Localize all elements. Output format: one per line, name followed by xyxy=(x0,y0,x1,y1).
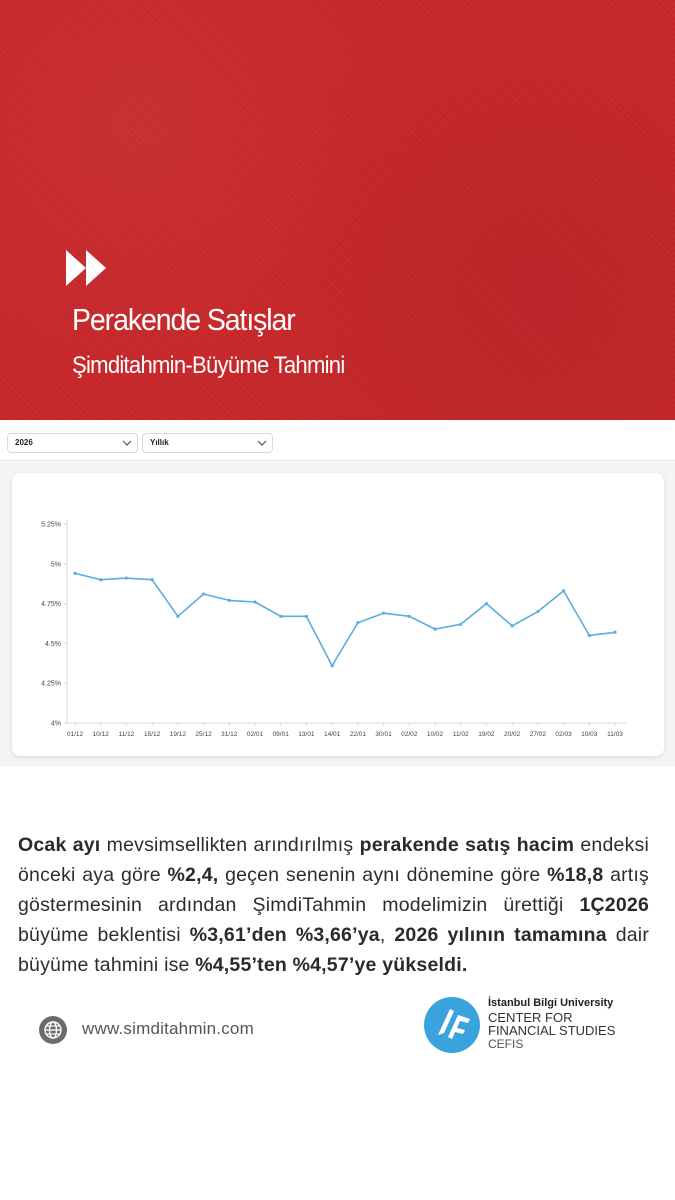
summary-bold: 2026 yılının tamamına xyxy=(394,924,607,946)
data-point xyxy=(228,599,231,602)
summary-bold: %3,61’den %3,66’ya xyxy=(189,924,380,946)
data-point xyxy=(511,624,514,627)
x-tick-label: 10/12 xyxy=(92,731,109,738)
summary-bold: %18,8 xyxy=(547,864,604,886)
x-tick-label: 02/03 xyxy=(555,731,572,738)
x-tick-label: 10/02 xyxy=(426,731,444,738)
data-point xyxy=(485,602,488,605)
x-tick-label: 02/01 xyxy=(246,731,264,738)
logo-line: CEFIS xyxy=(488,1037,524,1051)
x-tick-label: 31/12 xyxy=(221,731,238,738)
summary-text: büyüme beklentisi xyxy=(18,924,190,946)
logo-line: FINANCIAL STUDIES xyxy=(488,1023,616,1038)
data-point xyxy=(536,610,539,613)
period-select-value: Yıllık xyxy=(150,438,169,447)
line-chart xyxy=(12,473,664,756)
x-tick-label: 15/12 xyxy=(144,731,161,738)
y-tick-label: 4.25% xyxy=(41,680,61,688)
x-tick-label: 30/01 xyxy=(375,731,392,738)
data-point xyxy=(356,621,359,624)
x-tick-label: 19/12 xyxy=(169,731,186,738)
y-tick-label: 5.25% xyxy=(41,521,61,529)
x-tick-label: 27/02 xyxy=(529,731,546,738)
data-point xyxy=(408,615,411,618)
summary-paragraph xyxy=(18,830,649,980)
data-point xyxy=(588,634,591,637)
x-tick-label: 09/01 xyxy=(272,731,289,738)
x-tick-label: 01/12 xyxy=(66,731,84,738)
summary-bold: %2,4, xyxy=(167,864,219,886)
x-tick-label: 14/01 xyxy=(324,731,341,738)
data-point xyxy=(433,627,436,630)
x-tick-label: 13/01 xyxy=(298,731,315,738)
dashboard-panel xyxy=(0,420,675,766)
x-tick-label: 25/12 xyxy=(195,731,212,738)
year-select[interactable] xyxy=(7,433,138,453)
data-point xyxy=(613,631,616,634)
data-point xyxy=(176,615,179,618)
summary-text: endeksi önceki aya göre xyxy=(18,834,649,886)
x-tick-label: 22/01 xyxy=(349,731,366,738)
summary-text: , xyxy=(379,924,395,946)
hero-title: Perakende Satışlar xyxy=(72,302,295,337)
cefis-logo-icon xyxy=(424,997,480,1053)
globe-icon xyxy=(38,1015,68,1045)
filter-bar xyxy=(0,420,675,461)
x-tick-label: 11/12 xyxy=(118,731,135,738)
hero-banner xyxy=(0,0,675,420)
y-tick-label: 4.5% xyxy=(45,640,61,648)
summary-bold: %4,55’ten %4,57’ye yükseldi. xyxy=(195,954,468,976)
data-point xyxy=(125,577,128,580)
summary-text: geçen senenin aynı dönemine göre xyxy=(218,864,548,886)
logo-university: İstanbul Bilgi University xyxy=(488,997,614,1009)
chevron-down-icon xyxy=(257,438,267,448)
x-tick-label: 20/02 xyxy=(504,731,521,738)
series-line xyxy=(75,573,615,665)
data-point xyxy=(73,572,76,575)
logo-line: CENTER FOR xyxy=(488,1010,573,1025)
data-point xyxy=(459,623,462,626)
data-point xyxy=(99,578,102,581)
data-point xyxy=(331,664,334,667)
summary-bold: Ocak ayı xyxy=(18,834,101,856)
data-point xyxy=(253,600,256,603)
year-select-value: 2026 xyxy=(15,438,33,447)
summary-text: mevsimsellikten arındırılmış xyxy=(100,834,360,856)
x-tick-label: 11/02 xyxy=(452,731,469,738)
data-point xyxy=(202,592,205,595)
website-link[interactable]: www.simditahmin.com xyxy=(82,1019,254,1038)
x-tick-label: 10/03 xyxy=(581,731,598,738)
chevron-down-icon xyxy=(122,438,132,448)
chart-card xyxy=(12,473,664,756)
data-point xyxy=(305,615,308,618)
hero-subtitle: Şimditahmin-Büyüme Tahmini xyxy=(72,352,345,379)
x-tick-label: 19/02 xyxy=(478,731,495,738)
x-tick-label: 11/03 xyxy=(607,731,623,738)
summary-text: dair büyüme tahmini ise xyxy=(18,924,650,976)
y-tick-label: 4.75% xyxy=(41,601,61,609)
summary-text: artış göstermesinin ardından ŞimdiTahmin modelimizin ürettiği xyxy=(18,864,649,916)
data-point xyxy=(151,578,154,581)
data-point xyxy=(382,612,385,615)
data-point xyxy=(279,615,282,618)
y-tick-label: 5% xyxy=(50,561,61,569)
x-tick-label: 02/02 xyxy=(401,731,418,738)
data-point xyxy=(562,589,565,592)
y-tick-label: 4% xyxy=(50,720,61,728)
summary-bold: perakende satış hacim xyxy=(359,834,575,856)
period-select[interactable] xyxy=(142,433,273,453)
fast-forward-icon xyxy=(66,248,108,288)
summary-bold: 1Ç2026 xyxy=(579,894,649,916)
